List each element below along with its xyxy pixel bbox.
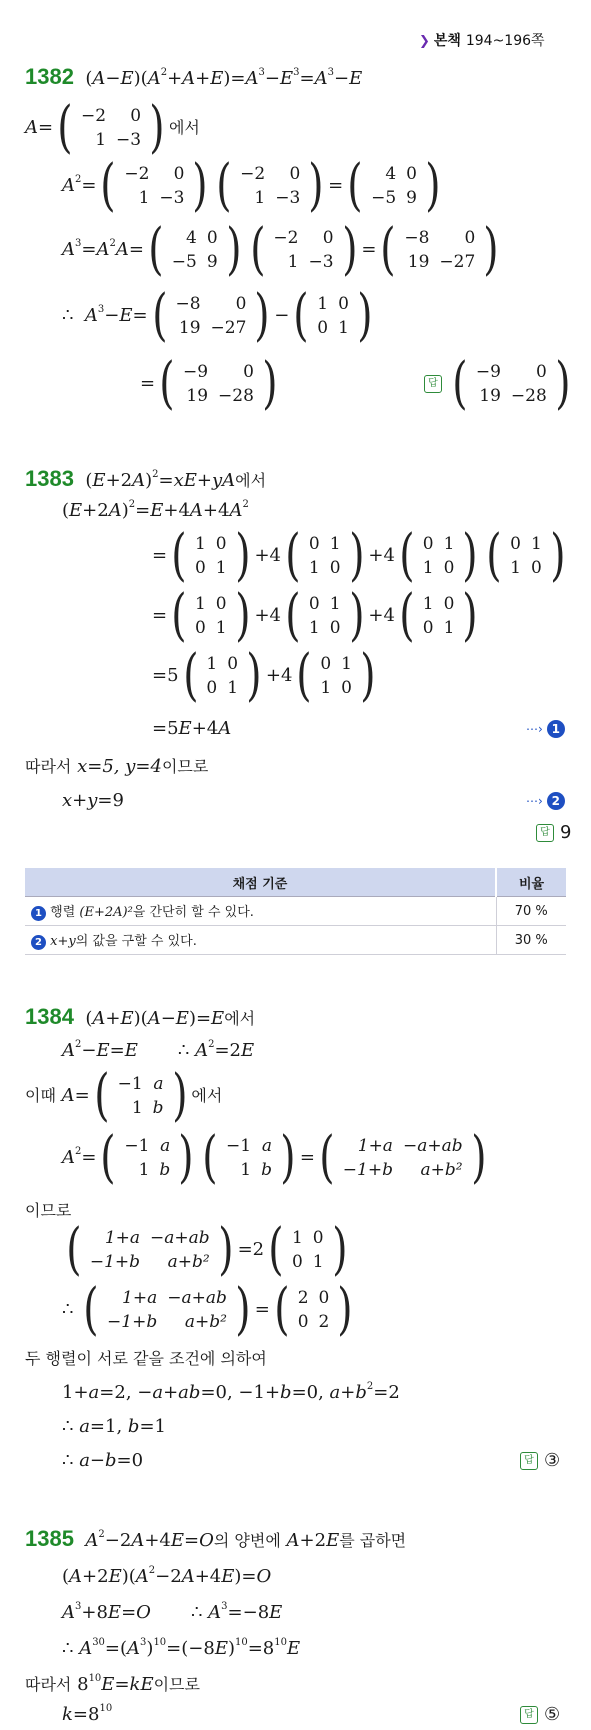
matrix: ( −1 a 1 b )	[94, 1063, 188, 1128]
text-label: 에서	[191, 1086, 223, 1105]
matrix-cell: 1	[215, 558, 227, 578]
matrix-cell: 1	[287, 252, 299, 272]
text-label: 에서	[168, 118, 200, 137]
matrix-cell: −8	[404, 228, 430, 248]
matrix-cell: 1	[240, 1160, 252, 1180]
problem-1382-A2: $A^2=$ ( −2 0 1 −3 ) ( −2 0 1 −3 ) = ( 4 0 −5 9 )	[62, 162, 445, 210]
matrix-cell: 0	[464, 228, 476, 248]
problem-1384-eq1: ( 1+a −a+ab −1+b a+b² ) =2 ( 1 0 0 1 )	[62, 1226, 351, 1274]
problem-1384-equations: 1+a=2, −a+ab=0, −1+b=0, $a+b^2=2$	[62, 1381, 400, 1403]
matrix-cell: 1	[227, 678, 239, 698]
step-marker-1	[526, 718, 565, 738]
problem-1385-line3: $A^3+8E=O$ ∴ $A^3=-8E$	[62, 1601, 283, 1623]
criteria-cell	[25, 897, 496, 926]
criteria-text: 을 간단히 할 수 있다.	[132, 905, 254, 920]
matrix-cell: b	[159, 1160, 171, 1180]
step-circle-icon: 2	[31, 935, 46, 950]
matrix-cell: 2	[318, 1312, 330, 1332]
matrix-cell: 1	[291, 1228, 303, 1248]
matrix-cell: 0	[289, 164, 301, 184]
matrix-cell: 0	[312, 1228, 324, 1248]
matrix-cell: a	[261, 1136, 272, 1156]
matrix-cell: 1	[206, 654, 218, 674]
text-label: 에서	[235, 471, 267, 490]
page-range: 194~196쪽	[465, 33, 545, 49]
criteria-text: 행렬	[50, 905, 80, 920]
matrix-cell: 0	[173, 164, 185, 184]
matrix-cell: −1	[226, 1136, 252, 1156]
matrix-cell: −5	[371, 188, 397, 208]
matrix-cell: −3	[159, 188, 185, 208]
column-header: 비율	[496, 868, 566, 897]
problem-number: 1382	[25, 64, 74, 89]
matrix-cell: 0	[227, 654, 239, 674]
matrix: ( 4 0 −5 9 )	[148, 217, 242, 282]
problem-1385-line6: $k=8^{10}$	[62, 1703, 113, 1725]
matrix-cell: 1	[422, 594, 434, 614]
problem-1384-A2: $A^2=$ ( −1 a 1 b ) ( −1 a 1 b ) = ( 1+a −a+ab −1+b a+b² )	[62, 1134, 490, 1182]
matrix-cell: 1	[308, 618, 320, 638]
matrix-cell: −1	[124, 1136, 150, 1156]
matrix-cell: a+b²	[184, 1312, 227, 1332]
matrix-cell: 1	[138, 1160, 150, 1180]
criteria-math: (E+2A)²	[79, 905, 133, 920]
matrix-cell: 19	[178, 318, 201, 338]
matrix-cell: 1	[194, 534, 206, 554]
problem-1384-condition	[25, 1346, 267, 1369]
problem-1385-line5: 따라서 $8^{10}E=kE$이므로	[25, 1673, 200, 1695]
matrix-cell: −a+ab	[167, 1288, 227, 1308]
matrix-cell: 1	[422, 558, 434, 578]
problem-1384-answer	[520, 1450, 560, 1471]
matrix-cell: 1	[531, 534, 542, 554]
problem-1382-A-def: A= ( −2 0 1 −3 ) 에서	[25, 95, 200, 160]
page-reference	[419, 30, 545, 50]
matrix-cell: −2	[240, 164, 266, 184]
problem-1384-A-def: 이때 A= ( −1 a 1 b ) 에서	[25, 1063, 223, 1128]
matrix-cell: 0	[443, 558, 455, 578]
matrix-cell: 0	[243, 362, 254, 382]
matrix: ( 0 1 1 0 )	[285, 523, 365, 588]
matrix: ( −1 a 1 b )	[100, 1125, 194, 1190]
matrix-cell: −1	[117, 1074, 143, 1094]
matrix-cell: −3	[275, 188, 301, 208]
grading-table	[25, 868, 566, 955]
criteria-text: 의 값을 구할 수 있다.	[75, 934, 197, 949]
matrix-cell: 0	[317, 318, 329, 338]
matrix-cell: 0	[510, 534, 521, 554]
matrix-cell: 1	[329, 534, 341, 554]
problem-1383-sum: x+y=9	[62, 790, 124, 811]
matrix: ( 0 1 1 0 )	[285, 583, 365, 648]
matrix-cell: 0	[297, 1312, 309, 1332]
column-header: 채점 기준	[25, 868, 496, 897]
matrix-cell: −2	[80, 106, 107, 126]
problem-1384-line2: $A^2-E=E$ ∴ $A^2=2E$	[62, 1039, 255, 1061]
matrix-cell: −27	[210, 318, 247, 338]
matrix-cell: −9	[182, 362, 209, 382]
matrix-cell: 19	[186, 386, 209, 406]
matrix: ( 0 1 1 0 )	[296, 643, 376, 708]
text-label: 이므로	[25, 1201, 72, 1220]
problem-1384-eq2: ∴ ( 1+a −a+ab −1+b a+b² ) = ( 2 0 0 2 )	[62, 1286, 357, 1334]
problem-1384-solution: ∴ a=1, b=1	[62, 1416, 166, 1437]
matrix-cell: 0	[206, 228, 218, 248]
text-label: 따라서	[25, 1675, 72, 1694]
matrix-cell: 1	[312, 1252, 324, 1272]
matrix-cell: −1+b	[107, 1312, 158, 1332]
matrix-cell: 0	[535, 362, 547, 382]
matrix-cell: −28	[218, 386, 254, 406]
text-label: 따라서	[25, 757, 72, 776]
matrix-cell: 0	[341, 678, 352, 698]
matrix-cell: 0	[206, 678, 218, 698]
matrix-cell: a+b²	[420, 1160, 463, 1180]
matrix-cell: 1	[338, 318, 349, 338]
matrix: ( 1+a −a+ab −1+b a+b² )	[83, 1277, 251, 1342]
matrix: ( 1 0 0 1 )	[293, 283, 373, 348]
answer-badge-icon: 답	[536, 824, 554, 842]
therefore-symbol: ∴	[177, 1040, 190, 1061]
problem-1385-answer	[520, 1704, 560, 1725]
problem-1382-answer	[424, 351, 575, 416]
matrix-cell: 0	[308, 594, 320, 614]
matrix: ( 0 1 1 0 )	[399, 523, 479, 588]
matrix: ( −8 0 19 −27 )	[380, 217, 499, 282]
matrix-cell: 0	[338, 294, 349, 314]
matrix-cell: −3	[308, 252, 334, 272]
matrix-cell: 0	[443, 594, 455, 614]
text-label: 이므로	[153, 1675, 200, 1694]
matrix-cell: 0	[406, 164, 417, 184]
matrix-cell: a	[160, 1136, 171, 1156]
matrix-cell: −a+ab	[402, 1136, 463, 1156]
problem-number: 1384	[25, 1004, 74, 1029]
dots-icon: ⋯›	[526, 721, 543, 736]
matrix-cell: 1	[95, 130, 107, 150]
matrix: ( −9 0 19 −28 )	[452, 351, 571, 416]
matrix-cell: 0	[422, 618, 434, 638]
matrix: ( −1 a 1 b )	[202, 1125, 296, 1190]
matrix-cell: 0	[531, 558, 542, 578]
matrix-cell: 19	[479, 386, 501, 406]
rate-cell: 30 %	[496, 926, 566, 955]
matrix: ( 1 0 0 1 )	[171, 523, 251, 588]
matrix-cell: 1	[138, 188, 150, 208]
matrix-cell: −1+b	[342, 1160, 393, 1180]
matrix-cell: 0	[422, 534, 434, 554]
matrix: ( 1+a −a+ab −1+b a+b² )	[66, 1217, 234, 1282]
matrix-cell: 0	[329, 618, 341, 638]
matrix: ( 1 0 0 1 )	[399, 583, 479, 648]
matrix-cell: 0	[194, 618, 206, 638]
matrix-cell: b	[152, 1098, 164, 1118]
text-label: 를 곱하면	[339, 1531, 407, 1550]
matrix: ( −2 0 1 −3 )	[100, 153, 209, 218]
answer-value: ⑤	[544, 1704, 561, 1725]
text-label: 두 행렬이 서로 같을 조건에 의하여	[25, 1349, 267, 1368]
matrix-cell: 0	[329, 558, 341, 578]
step-marker-2	[526, 790, 565, 810]
text-label: 이므로	[161, 757, 209, 776]
matrix: ( −2 0 1 −3 )	[57, 95, 165, 160]
matrix-cell: 1	[215, 618, 227, 638]
book-label: 본책	[433, 33, 461, 49]
matrix: ( 1 0 0 1 )	[268, 1217, 348, 1282]
rate-cell: 70 %	[496, 897, 566, 926]
matrix-cell: 1	[510, 558, 521, 578]
criteria-math: x+y	[50, 934, 76, 949]
problem-1382-result: = ( −9 0 19 −28 )	[140, 360, 282, 408]
matrix-cell: 0	[235, 294, 247, 314]
matrix-cell: 1+a	[357, 1136, 393, 1156]
matrix-cell: 1	[194, 594, 206, 614]
problem-1383-step3: =5 ( 1 0 0 1 ) +4 ( 0 1 1 0 )	[152, 652, 380, 700]
problem-1382-A3: $A^3=A^2A=$ ( 4 0 −5 9 ) ( −2 0 1 −3 ) = ( −8 0 19 −27 )	[62, 226, 503, 274]
problem-1383-conclusion	[25, 754, 208, 777]
matrix-cell: 1	[443, 618, 455, 638]
problem-number: 1385	[25, 1526, 74, 1551]
matrix-cell: 1	[317, 294, 329, 314]
grading-header-row	[25, 868, 566, 897]
matrix-cell: 0	[215, 594, 227, 614]
answer-value: 9	[560, 822, 572, 843]
matrix-cell: 1	[131, 1098, 143, 1118]
matrix-cell: b	[261, 1160, 272, 1180]
matrix-cell: 0	[130, 106, 142, 126]
matrix: ( 1 0 0 1 )	[171, 583, 251, 648]
problem-1385-line2: $(A+2E)(A^2-2A+4E)=O$	[62, 1565, 272, 1587]
text-label: 에서	[224, 1009, 256, 1028]
matrix: ( 1+a −a+ab −1+b a+b² )	[319, 1125, 487, 1190]
chevron-right-icon: ❯	[419, 34, 430, 49]
matrix-cell: −9	[475, 362, 501, 382]
matrix-cell: 4	[186, 228, 197, 248]
problem-1382-diff: ∴ $A^3-E=$ ( −8 0 19 −27 ) − ( 1 0 0 1 )	[62, 292, 377, 340]
matrix-cell: 9	[406, 188, 417, 208]
problem-1384-since	[25, 1198, 71, 1221]
dots-icon: ⋯›	[526, 793, 543, 808]
matrix-cell: 0	[215, 534, 227, 554]
text-label: 이때	[25, 1086, 56, 1105]
answer-badge-icon: 답	[520, 1706, 538, 1724]
matrix-cell: −2	[273, 228, 299, 248]
step-circle-icon: 2	[547, 792, 565, 810]
matrix-cell: 1	[329, 594, 341, 614]
text-label: 의 양변에	[213, 1531, 281, 1550]
problem-1383-answer	[536, 822, 571, 843]
matrix-cell: 0	[194, 558, 206, 578]
matrix-cell: −28	[510, 386, 547, 406]
answer-badge-icon: 답	[424, 375, 442, 393]
problem-number: 1383	[25, 466, 74, 491]
matrix-cell: 1	[308, 558, 320, 578]
matrix: ( 4 0 −5 9 )	[347, 153, 441, 218]
problem-1383-step2: = ( 1 0 0 1 ) +4 ( 0 1 1 0 ) +4 ( 1 0 0 1 )	[152, 592, 482, 640]
matrix: ( 2 0 0 2 )	[274, 1277, 353, 1342]
matrix-cell: 1	[254, 188, 266, 208]
problem-1383-step1: = ( 1 0 0 1 ) +4 ( 0 1 1 0 ) +4 ( 0 1 1 0 ) ( 0 1 1 0 )	[152, 532, 570, 580]
matrix-cell: 0	[322, 228, 334, 248]
matrix-cell: 1+a	[104, 1228, 141, 1248]
problem-1382-line1: 1382 $(A-E)(A^2+A+E)=A^3-E^3=A^3-E$	[25, 64, 363, 89]
problem-1383-step4: =5E+4A	[152, 718, 232, 739]
matrix-cell: 1	[320, 678, 332, 698]
problem-1385-line1: 1385 $A^2-2A+4E=O$의 양변에 A+2E를 곱하면	[25, 1526, 407, 1551]
matrix-cell: 2	[297, 1288, 309, 1308]
matrix-cell: 9	[206, 252, 218, 272]
problem-1383-expand: $(E+2A)^2=E+4A+4A^2$	[62, 499, 249, 521]
matrix-cell: 19	[407, 252, 430, 272]
matrix-cell: 4	[385, 164, 397, 184]
matrix-cell: −3	[116, 130, 142, 150]
matrix-cell: −5	[171, 252, 197, 272]
matrix: ( −8 0 19 −27 )	[151, 283, 271, 348]
table-row	[25, 926, 566, 955]
problem-1383-line1: 1383 $(E+2A)^2=xE+yA$에서	[25, 466, 267, 491]
matrix: ( 1 0 0 1 )	[182, 643, 262, 708]
answer-value: ③	[544, 1450, 561, 1471]
table-row	[25, 897, 566, 926]
matrix-cell: 0	[291, 1252, 303, 1272]
matrix-cell: 0	[320, 654, 332, 674]
matrix-cell: a	[153, 1074, 164, 1094]
matrix-cell: −a+ab	[150, 1228, 210, 1248]
matrix-cell: a+b²	[167, 1252, 210, 1272]
step-circle-icon: 1	[547, 720, 565, 738]
matrix: ( −9 0 19 −28 )	[159, 351, 278, 416]
matrix-cell: 1+a	[122, 1288, 158, 1308]
matrix: ( −2 0 1 −3 )	[249, 217, 358, 282]
matrix-cell: 1	[443, 534, 455, 554]
matrix-cell: −2	[124, 164, 150, 184]
matrix: ( 0 1 1 0 )	[486, 523, 566, 588]
answer-badge-icon: 답	[520, 1452, 538, 1470]
matrix-cell: −27	[439, 252, 476, 272]
step-circle-icon: 1	[31, 906, 46, 921]
matrix: ( −2 0 1 −3 )	[216, 153, 324, 218]
matrix-cell: 0	[318, 1288, 330, 1308]
matrix-cell: −1+b	[89, 1252, 141, 1272]
matrix-cell: −8	[175, 294, 201, 314]
math-values: x=5, y=4	[77, 756, 162, 777]
problem-1385-line4: ∴ $A^{30}=(A^3)^{10}=(-8E)^{10}=8^{10}E$	[62, 1637, 301, 1659]
problem-1384-line1: 1384 (A+E)(A−E)=E에서	[25, 1004, 256, 1029]
matrix-cell: 0	[308, 534, 320, 554]
matrix-cell: 1	[341, 654, 352, 674]
criteria-cell	[25, 926, 496, 955]
problem-1384-final: ∴ a−b=0	[62, 1450, 144, 1471]
